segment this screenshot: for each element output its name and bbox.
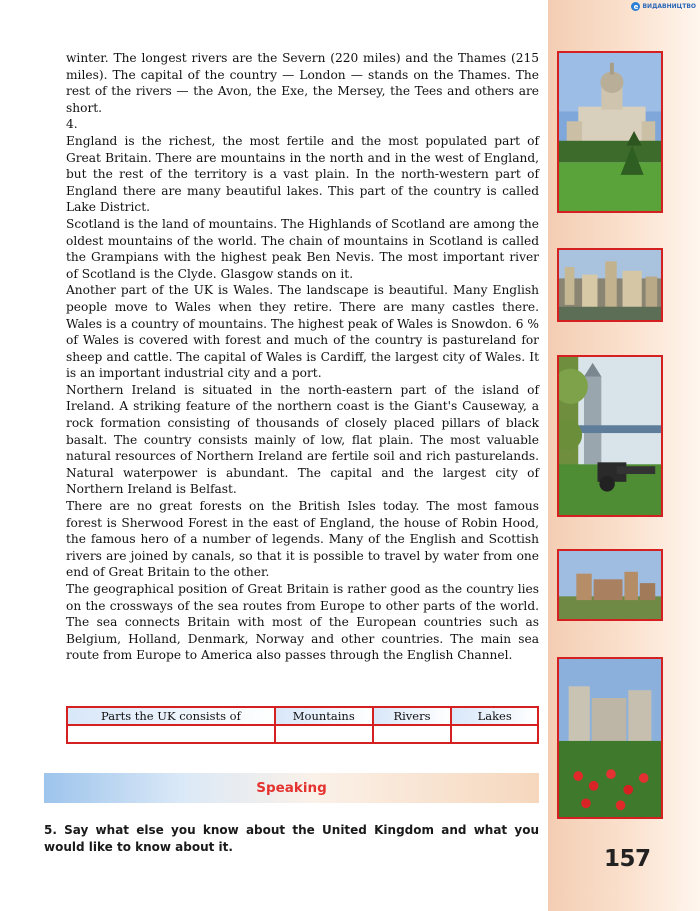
paragraph-wales: Another part of the UK is Wales. The landscape is beautiful. Many English people move to Wales when they retire. There are many castles there. Wales is a country of mountains. The highest peak of Wales is Snowdon. 6 % of Wales is covered with forest and much of the country is pastureland for sheep and cattle. The capital of Wales is Cardiff, the largest city of Wales. It is an important industrial city and a port. — [66, 283, 539, 381]
paragraph-scotland: Scotland is the land of mountains. The Highlands of Scotland are among the oldest mountains of the world. The chain of mountains in Scotland is called the Grampians with the highest peak Ben Nevis. The most important river of Scotland is the Clyde. Glasgow stands on it. — [66, 216, 539, 281]
table-cell-lakes — [451, 725, 538, 743]
speaking-banner — [44, 773, 539, 803]
task-5-text: 5. Say what else you know about the United Kingdom and what you would like to know about it. — [44, 823, 539, 854]
page-number: 157 — [604, 846, 651, 872]
table-header-mountains: Mountains — [275, 707, 373, 725]
photo-city-skyline — [557, 248, 663, 322]
table-cell-parts — [67, 725, 275, 743]
publisher-logo-text: ВИДАВНИЦТВО — [642, 3, 696, 10]
speaking-title: Speaking — [256, 780, 327, 796]
photo-castle-garden — [557, 657, 663, 819]
table-header-parts: Parts the UK consists of — [67, 707, 275, 725]
table-row — [67, 725, 538, 743]
table-header-lakes: Lakes — [451, 707, 538, 725]
photo-tower-bridge — [557, 355, 663, 517]
section-number: 4. — [66, 117, 78, 132]
photo-st-pauls-cathedral — [557, 51, 663, 213]
table-cell-mountains — [275, 725, 373, 743]
table-header-rivers: Rivers — [373, 707, 452, 725]
main-text — [66, 50, 539, 664]
paragraph-england: England is the richest, the most fertile and the most populated part of Great Britain. There are mountains in the north and in the west of England, but the rest of the territory is a vast plain. In the north-western part of England there are many beautiful lakes. This part of the country is called Lake District. — [66, 133, 539, 215]
paragraph-forests: There are no great forests on the British Isles today. The most famous forest is Sherwood Forest in the east of England, the house of Robin Hood, the famous hero of a number of legends. Many of the English and Scottish rivers are joined by canals, so that it is possible to travel by water from one end of Great Britain to the other. — [66, 499, 539, 580]
paragraph-position: The geographical position of Great Britain is rather good as the country lies on the crossways of the sea routes from Europe to other parts of the world. The sea connects Britain with most of the European countries such as Belgium, Holland, Denmark, Norway and other countries. The main sea route from Europe to America also passes through the English Channel. — [66, 582, 539, 663]
uk-parts-table — [66, 706, 539, 744]
publisher-logo — [631, 2, 696, 11]
paragraph-northern-ireland: Northern Ireland is situated in the north-eastern part of the island of Ireland. A striking feature of the northern coast is the Giant's Causeway, a rock formation consisting of thousands of closely placed pillars of black basalt. The country consists mainly of low, flat plain. The most valuable natural resources of Northern Ireland are fertile soil and rich pasturelands. Natural waterpower is abundant. The capital and the largest city of Northern Ireland is Belfast. — [66, 382, 539, 497]
table-cell-rivers — [373, 725, 452, 743]
photo-castle-ruins — [557, 549, 663, 621]
paragraph-rivers: winter. The longest rivers are the Severn (220 miles) and the Thames (215 miles). The capital of the country — London — stands on the Thames. The rest of the rivers — the Avon, the Exe, the Mersey, the Tees and others are short. — [66, 51, 539, 115]
table-header-row — [67, 707, 538, 725]
publisher-logo-icon: e — [631, 2, 640, 11]
